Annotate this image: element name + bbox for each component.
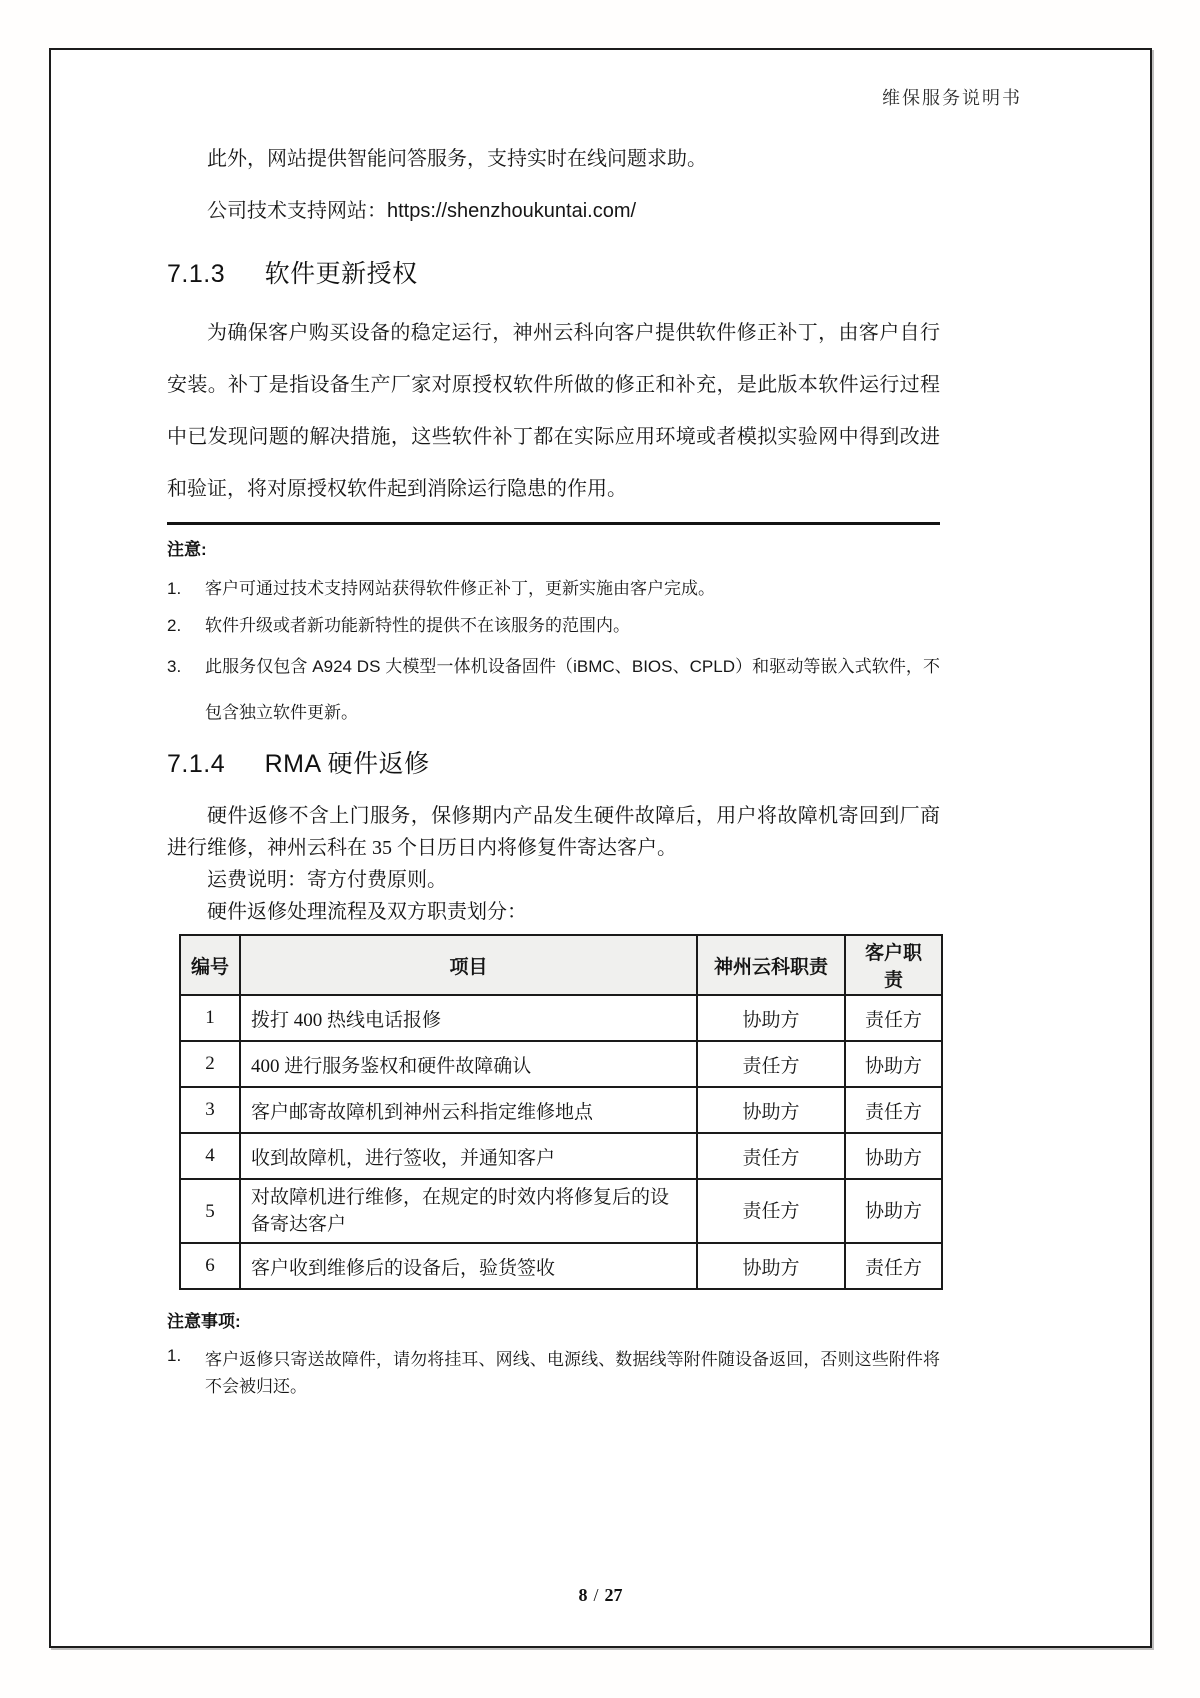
section-7-1-3-heading xyxy=(167,257,940,291)
row-vendor-duty: 协助方 xyxy=(697,1243,845,1289)
row-item: 客户收到维修后的设备后，验货签收 xyxy=(240,1243,697,1289)
table-row xyxy=(180,995,942,1041)
note-list-713 xyxy=(167,570,940,736)
note-list-714 xyxy=(167,1342,940,1400)
note-item xyxy=(167,644,940,736)
notice-label: 注意事项: xyxy=(167,1312,241,1331)
table-header-vendor-duty: 神州云科职责 xyxy=(697,935,845,995)
note-divider-rule xyxy=(167,522,940,525)
running-header: 维保服务说明书 xyxy=(882,88,1022,108)
section-7-1-3-body: 为确保客户购买设备的稳定运行，神州云科向客户提供软件修正补丁，由客户自行安装。补丁是指设备生产厂家对原授权软件所做的修正和补充，是此版本软件运行过程中已发现问题的解决措施，这些软件补丁都在实际应用环境或者模拟实验网中得到改进和验证，将对原授权软件起到消除运行隐患的作用。 xyxy=(167,322,940,500)
section-7-1-3-title: 软件更新授权 xyxy=(264,260,418,288)
row-number: 1 xyxy=(180,995,240,1041)
note-item-text: 客户返修只寄送故障件，请勿将挂耳、网线、电源线、数据线等附件随设备返回，否则这些附件将不会被归还。 xyxy=(205,1350,940,1396)
note-item-text: 软件升级或者新功能新特性的提供不在该服务的范围内。 xyxy=(205,616,630,635)
row-item: 对故障机进行维修，在规定的时效内将修复后的设备寄达客户 xyxy=(240,1179,697,1243)
note-item xyxy=(167,607,940,644)
row-number: 2 xyxy=(180,1041,240,1087)
row-customer-duty: 协助方 xyxy=(845,1041,942,1087)
note-item xyxy=(167,1342,940,1400)
table-header-item: 项目 xyxy=(240,935,697,995)
row-customer-duty: 责任方 xyxy=(845,1087,942,1133)
rma-paragraph-2: 运费说明：寄方付费原则。 xyxy=(207,869,447,891)
note-item-number: 1. xyxy=(167,1346,182,1365)
page-number-total: 27 xyxy=(604,1585,623,1605)
table-header-customer-duty: 客户职责 xyxy=(845,935,942,995)
rma-paragraph-3: 硬件返修处理流程及双方职责划分： xyxy=(207,901,527,923)
note-item-number: 3. xyxy=(167,657,182,676)
note-item-number: 2. xyxy=(167,616,182,635)
section-7-1-4-body xyxy=(167,800,940,928)
section-7-1-4-title: RMA 硬件返修 xyxy=(264,750,430,778)
row-customer-duty: 协助方 xyxy=(845,1133,942,1179)
table-row xyxy=(180,1087,942,1133)
section-7-1-4-heading xyxy=(167,747,940,781)
row-customer-duty: 责任方 xyxy=(845,1243,942,1289)
intro-paragraph-1: 此外，网站提供智能问答服务，支持实时在线问题求助。 xyxy=(207,148,707,170)
row-customer-duty: 协助方 xyxy=(845,1179,942,1243)
table-row xyxy=(180,1179,942,1243)
row-number: 4 xyxy=(180,1133,240,1179)
row-vendor-duty: 责任方 xyxy=(697,1179,845,1243)
table-header-row xyxy=(180,935,942,995)
row-number: 3 xyxy=(180,1087,240,1133)
row-customer-duty: 责任方 xyxy=(845,995,942,1041)
row-number: 6 xyxy=(180,1243,240,1289)
page-content xyxy=(51,50,1150,1400)
page-number-current: 8 xyxy=(578,1585,588,1605)
page-number-separator: / xyxy=(593,1585,599,1605)
table-row xyxy=(180,1133,942,1179)
row-item: 拨打 400 热线电话报修 xyxy=(240,995,697,1041)
row-vendor-duty: 协助方 xyxy=(697,1087,845,1133)
table-row xyxy=(180,1243,942,1289)
intro-paragraph-2: 公司技术支持网站：https://shenzhoukuntai.com/ xyxy=(207,200,637,222)
page-number-footer xyxy=(51,1585,1150,1606)
table-header-number: 编号 xyxy=(180,935,240,995)
row-number: 5 xyxy=(180,1179,240,1243)
rma-paragraph-1: 硬件返修不含上门服务，保修期内产品发生硬件故障后，用户将故障机寄回到厂商进行维修，神州云科在 35 个日历日内将修复件寄达客户。 xyxy=(167,805,940,859)
section-7-1-4-number: 7.1.4 xyxy=(167,750,226,778)
row-vendor-duty: 责任方 xyxy=(697,1041,845,1087)
page-border xyxy=(49,48,1152,1648)
note-item-number: 1. xyxy=(167,579,182,598)
row-vendor-duty: 协助方 xyxy=(697,995,845,1041)
row-item: 收到故障机，进行签收，并通知客户 xyxy=(240,1133,697,1179)
row-item: 400 进行服务鉴权和硬件故障确认 xyxy=(240,1041,697,1087)
row-vendor-duty: 责任方 xyxy=(697,1133,845,1179)
row-item: 客户邮寄故障机到神州云科指定维修地点 xyxy=(240,1087,697,1133)
note-label: 注意: xyxy=(167,540,207,559)
note-item-text: 此服务仅包含 A924 DS 大模型一体机设备固件（iBMC、BIOS、CPLD）和驱动等嵌入式软件，不包含独立软件更新。 xyxy=(205,657,940,722)
section-7-1-3-number: 7.1.3 xyxy=(167,260,226,288)
note-item xyxy=(167,570,940,607)
rma-process-table xyxy=(179,934,943,1290)
table-row xyxy=(180,1041,942,1087)
note-item-text: 客户可通过技术支持网站获得软件修正补丁，更新实施由客户完成。 xyxy=(205,579,715,598)
